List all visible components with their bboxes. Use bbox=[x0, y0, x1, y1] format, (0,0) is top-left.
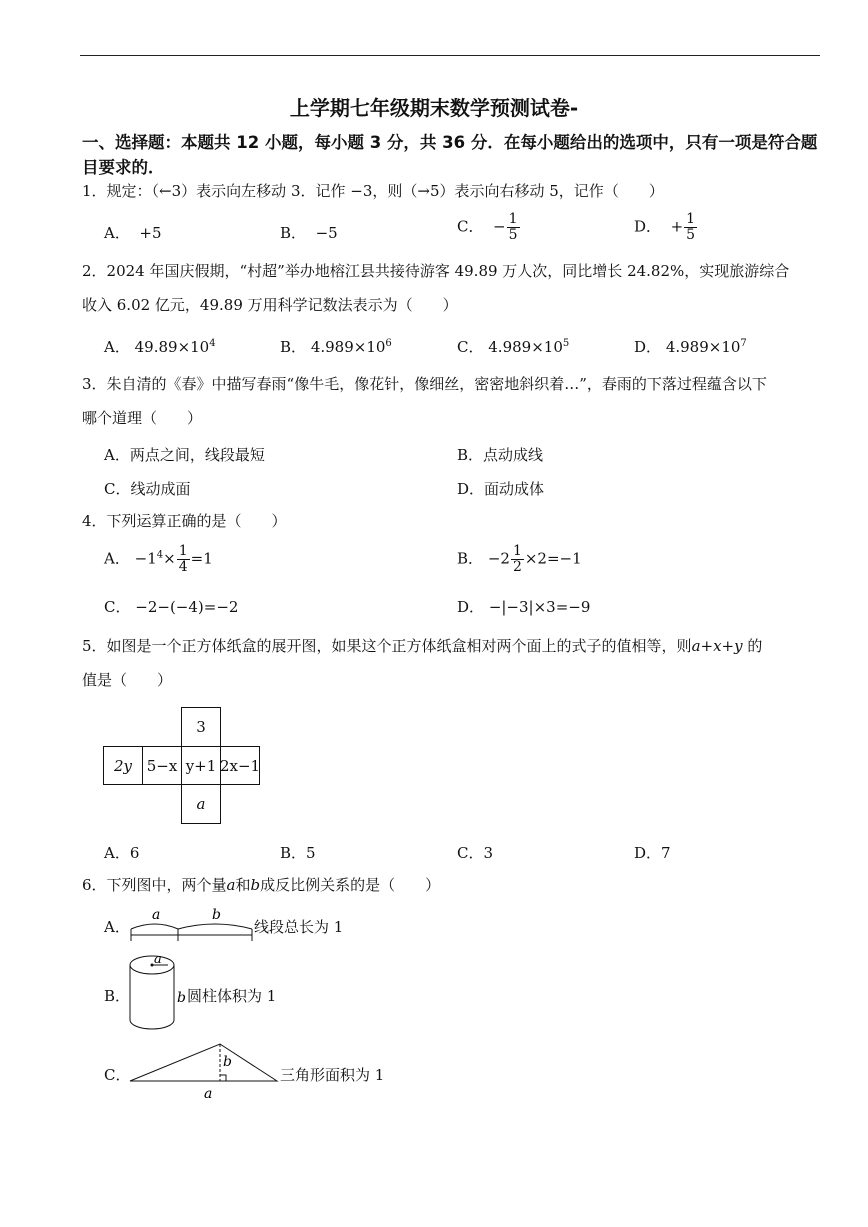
question-2-line-2: 收入 6.02 亿元，49.89 万用科学记数法表示为（ ） bbox=[82, 296, 458, 314]
triangle-height-label: b bbox=[223, 1054, 232, 1070]
q1-option-d[interactable]: D． + $\frac{1}{5}$ bbox=[634, 211, 696, 243]
q1-arrow-left: ←3 bbox=[159, 182, 182, 200]
triangle-base-label: a bbox=[204, 1086, 213, 1102]
q5-option-b[interactable]: B．5 bbox=[280, 844, 316, 862]
q3-option-d[interactable]: D．面动成体 bbox=[457, 480, 545, 498]
q4-option-a[interactable]: A． $-1^4\times$ $\frac{1}{4}$ =1 bbox=[104, 543, 213, 575]
q6-option-b-caption: 圆柱体积为 1 bbox=[187, 987, 277, 1005]
segment-label-b: b bbox=[212, 907, 221, 923]
q5-option-d[interactable]: D．7 bbox=[634, 844, 671, 862]
q5-option-c[interactable]: C．3 bbox=[457, 844, 494, 862]
question-1 bbox=[82, 174, 822, 208]
cylinder-height-label: b bbox=[177, 990, 186, 1006]
cylinder-diagram bbox=[125, 950, 190, 1035]
fraction: $\frac{1}{5}$ bbox=[686, 211, 696, 243]
triangle-diagram bbox=[125, 1038, 280, 1102]
q4-option-d[interactable]: D． −|−3|×3=−9 bbox=[457, 598, 591, 616]
q3-option-a[interactable]: A．两点之间，线段最短 bbox=[104, 446, 265, 464]
q6-option-a-label[interactable]: A． bbox=[104, 918, 130, 936]
net-face-3: y+1 bbox=[181, 746, 221, 785]
question-6: 6．下列图中，两个量a和b成反比例关系的是（ ） bbox=[82, 876, 441, 894]
question-3-line-2: 哪个道理（ ） bbox=[82, 409, 203, 427]
q6-option-c-label[interactable]: C． bbox=[104, 1066, 131, 1084]
fraction: $\frac{1}{5}$ bbox=[508, 211, 518, 243]
question-2-line-1: 2．2024 年国庆假期，“村超”举办地榕江县共接待游客 49.89 万人次，同比增长 24.82%，实现旅游综合 bbox=[82, 262, 790, 280]
q3-option-c[interactable]: C．线动成面 bbox=[104, 480, 191, 498]
net-face-bottom: a bbox=[181, 784, 221, 824]
q1-text-b: ）表示向左移动 3．记作 −3，则（ bbox=[181, 182, 418, 200]
question-5-line-1: 5．如图是一个正方体纸盒的展开图，如果这个正方体纸盒相对两个面上的式子的值相等，则a+x+y 的 bbox=[82, 637, 763, 655]
q2-option-c[interactable]: C． $4.989\times 10^5$ bbox=[457, 338, 570, 356]
q1-option-a[interactable]: A． +5 bbox=[104, 224, 162, 242]
header-rule bbox=[80, 55, 820, 56]
q6-option-b-label[interactable]: B． bbox=[104, 987, 131, 1005]
fraction: $\frac{1}{2}$ bbox=[512, 543, 522, 575]
net-face-2: 5−x bbox=[142, 746, 182, 785]
q3-option-b[interactable]: B．点动成线 bbox=[457, 446, 544, 464]
section-heading: 一、选择题：本题共 12 小题，每小题 3 分，共 36 分．在每小题给出的选项中，只有一项是符合题目要求的． bbox=[82, 133, 818, 177]
net-face-1: 2y bbox=[103, 746, 143, 785]
q4-option-b[interactable]: B． −2 $\frac{1}{2}$ ×2=−1 bbox=[457, 543, 582, 575]
q2-option-b[interactable]: B． $4.989\times 10^6$ bbox=[280, 338, 392, 356]
fraction: $\frac{1}{4}$ bbox=[178, 543, 188, 575]
q1-option-c[interactable]: C． − $\frac{1}{5}$ bbox=[457, 211, 518, 243]
question-3-line-1: 3．朱自清的《春》中描写春雨“像牛毛，像花针，像细丝，密密地斜织着…”，春雨的下落过程蕴含以下 bbox=[82, 375, 767, 393]
q6-option-c-caption: 三角形面积为 1 bbox=[280, 1066, 385, 1084]
question-5-line-2: 值是（ ） bbox=[82, 671, 173, 689]
expression: a+x+y bbox=[691, 637, 743, 655]
q5-option-a[interactable]: A．6 bbox=[104, 844, 140, 862]
segment-label-a: a bbox=[152, 907, 161, 923]
net-face-4: 2x−1 bbox=[220, 746, 260, 785]
q2-option-a[interactable]: A． $49.89\times 10^4$ bbox=[104, 338, 216, 356]
q4-option-c[interactable]: C． −2−(−4)=−2 bbox=[104, 598, 239, 616]
q1-text-a: 1．规定：（ bbox=[82, 182, 160, 200]
q6-option-a-caption: 线段总长为 1 bbox=[254, 918, 344, 936]
q1-arrow-right: →5 bbox=[417, 182, 440, 200]
question-4: 4．下列运算正确的是（ ） bbox=[82, 512, 287, 530]
net-face-top: 3 bbox=[181, 707, 221, 747]
segment-diagram bbox=[125, 905, 260, 945]
q2-option-d[interactable]: D． $4.989\times 10^7$ bbox=[634, 338, 747, 356]
q1-option-b[interactable]: B． −5 bbox=[280, 224, 338, 242]
q1-text-c: ）表示向右移动 5，记作（ ） bbox=[439, 182, 664, 200]
cylinder-radius-label: a bbox=[154, 952, 162, 967]
page-title: 上学期七年级期末数学预测试卷- bbox=[289, 96, 579, 120]
